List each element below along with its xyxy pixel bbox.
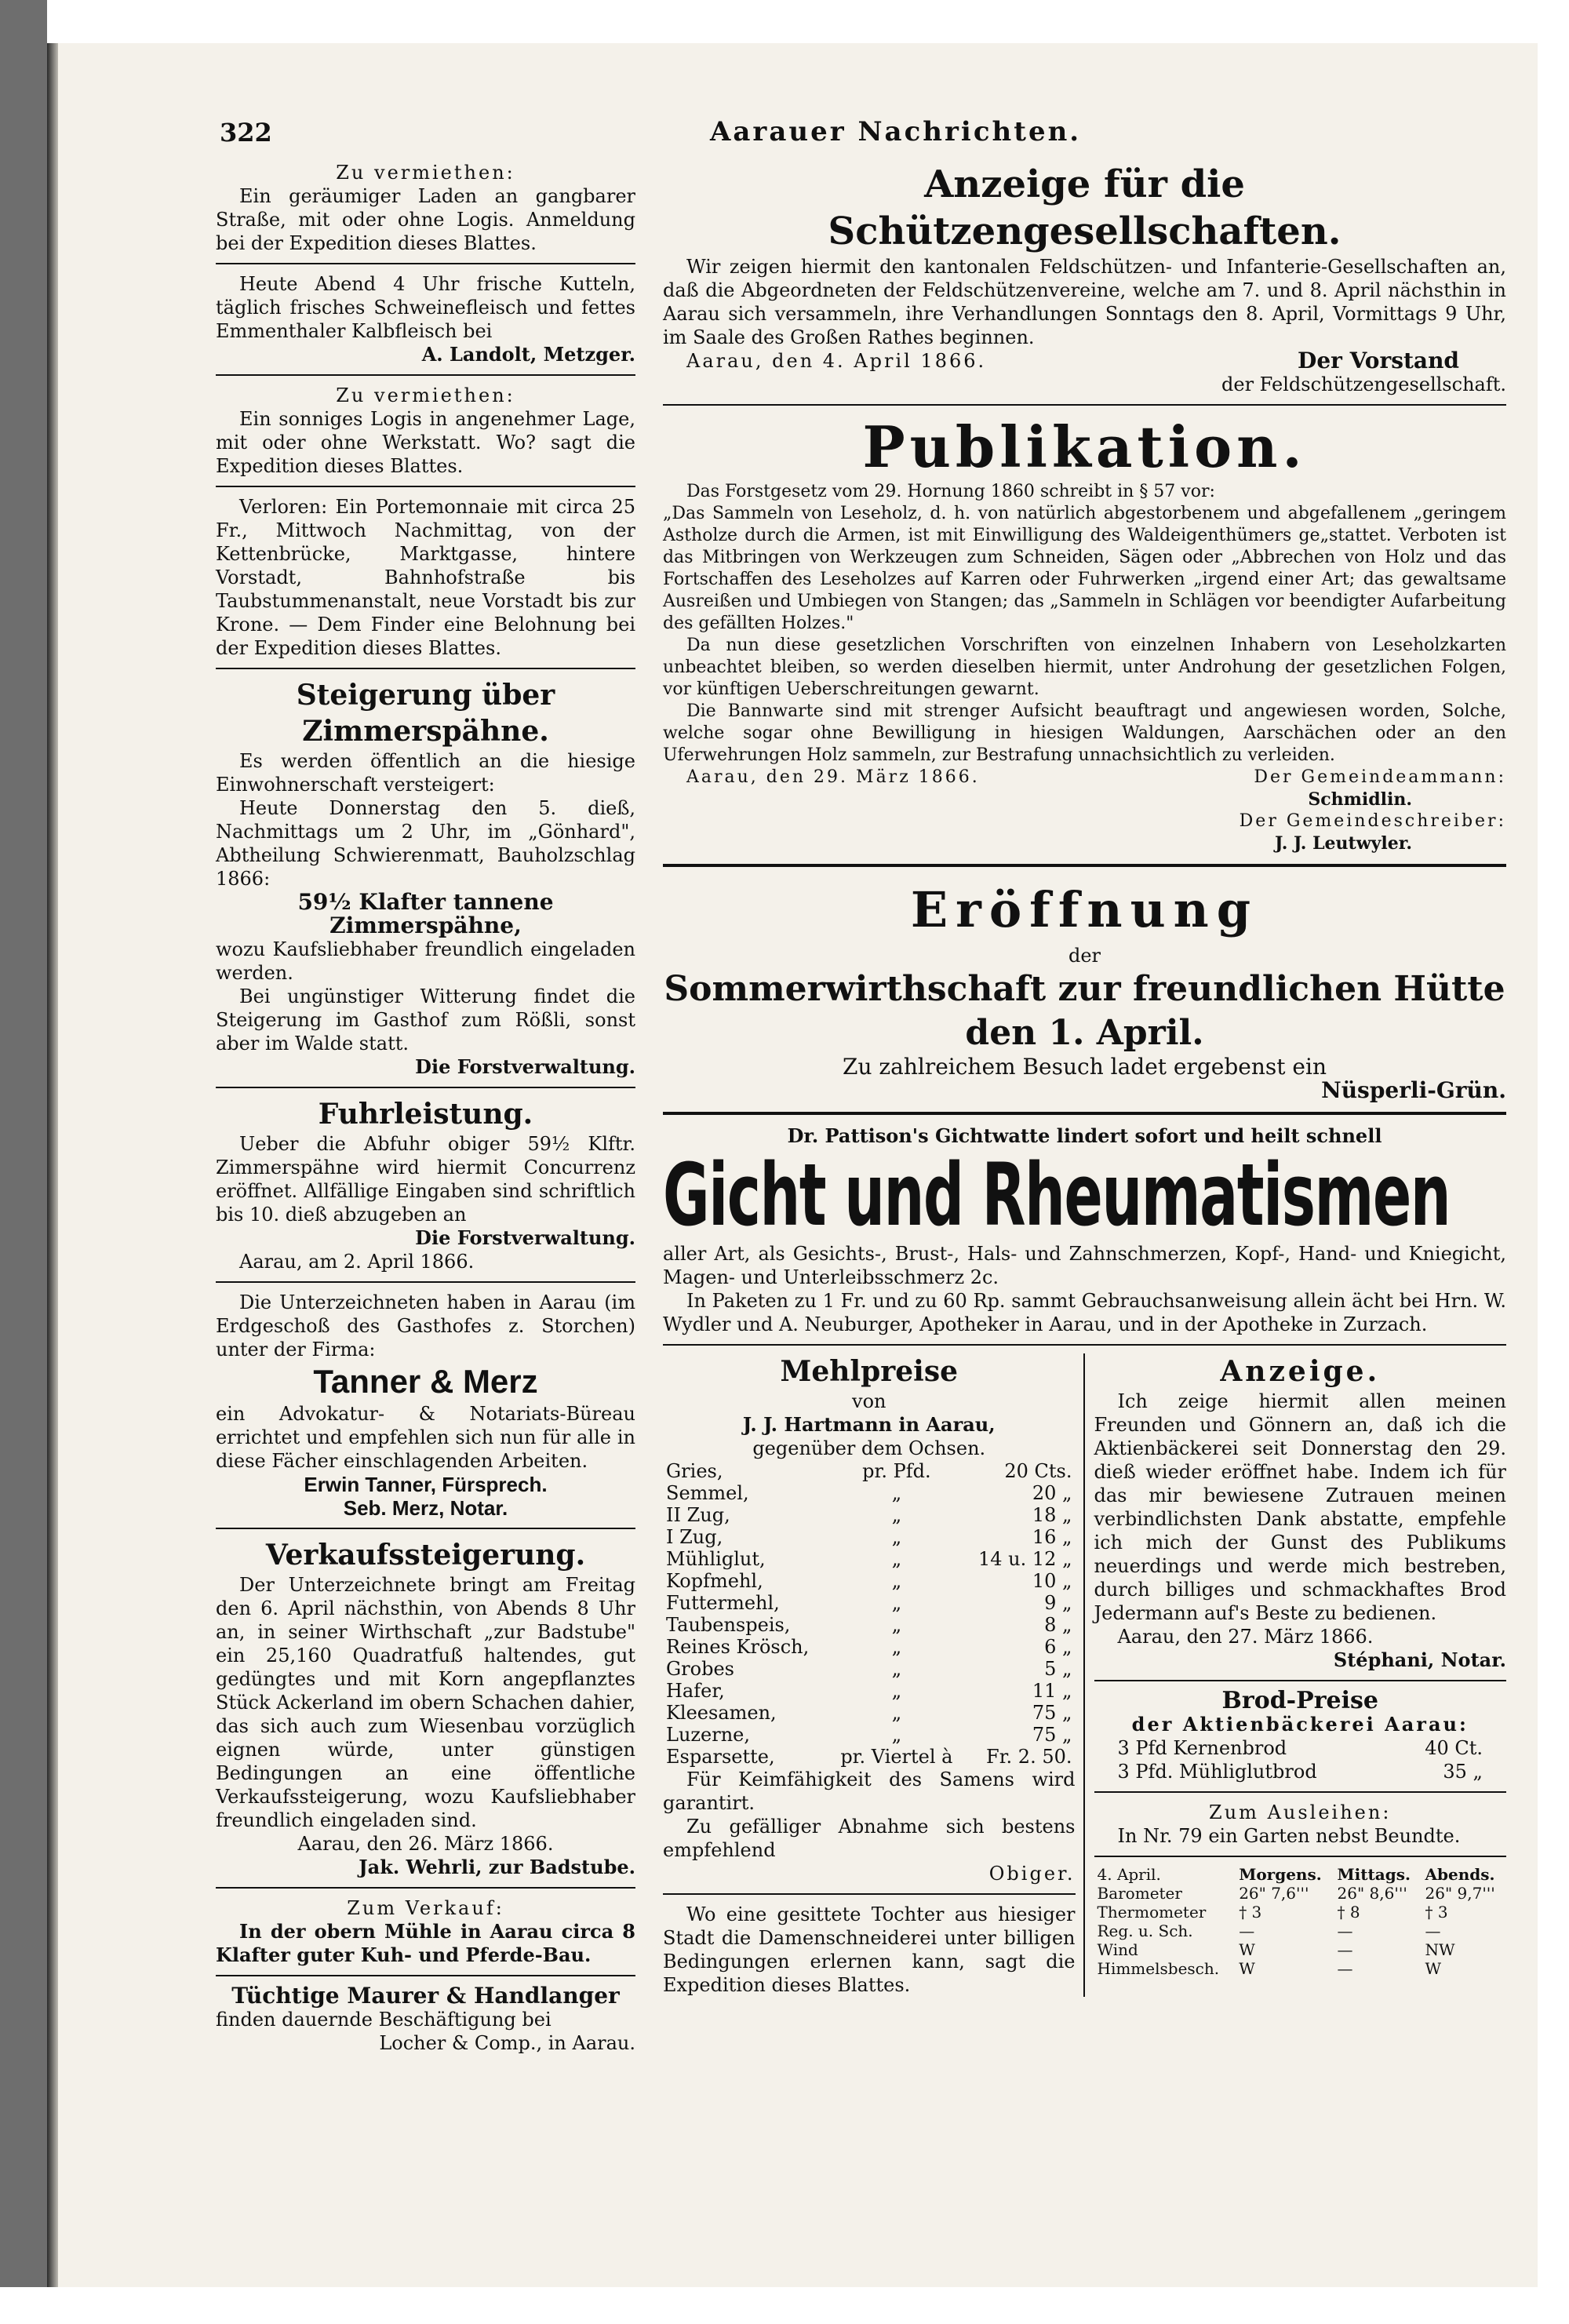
ad-steigerung-text2: Heute Donnerstag den 5. dieß, Nachmittags um 2 Uhr, im „Gönhard", Abtheilung Schwierenmatt, Bauholzschlag 1866: bbox=[216, 797, 635, 890]
divider bbox=[216, 668, 635, 669]
divider bbox=[216, 1887, 635, 1889]
anzeige-schuetzen bbox=[663, 161, 1506, 396]
scan-bottom-edge bbox=[0, 2287, 1569, 2324]
mehlpreise-price: 75 „ bbox=[1032, 1702, 1072, 1724]
mehlpreise-unit: pr. Pfd. bbox=[862, 1460, 931, 1482]
weather-v1: † 3 bbox=[1239, 1903, 1262, 1921]
mehlpreise-price: 10 „ bbox=[1032, 1570, 1072, 1592]
ad-fuhrleistung-head: Fuhrleistung. bbox=[318, 1098, 533, 1131]
mehlpreise-price: 18 „ bbox=[1032, 1504, 1072, 1526]
mehlpreise-unit: „ bbox=[891, 1614, 902, 1636]
weather-v3: 26" 9,7''' bbox=[1425, 1884, 1495, 1903]
mehlpreise-item: Esparsette, bbox=[666, 1746, 775, 1768]
divider bbox=[1094, 1791, 1507, 1793]
ad-logis-text: Ein sonniges Logis in angenehmer Lage, mit oder ohne Werkstatt. Wo? sagt die Expedition dieses Blattes. bbox=[216, 408, 635, 477]
weather-label: Himmelsbesch. bbox=[1097, 1959, 1220, 1978]
ad-fuhrleistung-text: Ueber die Abfuhr obiger 59½ Klftr. Zimmerspähne wird hiermit Concurrenz eröffnet. Allfällige Eingaben sind schriftlich bis 10. dieß abzugeben an bbox=[216, 1133, 635, 1226]
weather-label: Barometer bbox=[1097, 1884, 1182, 1903]
divider bbox=[663, 864, 1506, 867]
ad-steigerung bbox=[216, 677, 635, 1079]
mehlpreise-unit: „ bbox=[891, 1724, 902, 1746]
weather-label: Reg. u. Sch. bbox=[1097, 1921, 1193, 1940]
brodpreise-head: Brod-Preise bbox=[1221, 1687, 1378, 1714]
weather-v1: — bbox=[1239, 1921, 1255, 1940]
gicht-text2: In Paketen zu 1 Fr. und zu 60 Rp. sammt Gebrauchsanweisung allein ächt bei Hrn. W. Wydler und A. Neuburger, Apotheker in Aarau, und in der Apotheke in Zurzach. bbox=[663, 1290, 1506, 1335]
weather-v3: † 3 bbox=[1425, 1903, 1448, 1921]
ad-maurer-text: finden dauernde Beschäftigung bei bbox=[216, 2009, 552, 2031]
weather-col1: Morgens. bbox=[1239, 1865, 1322, 1884]
weather-v2: — bbox=[1337, 1959, 1353, 1978]
ad-logis-head: Zu vermiethen: bbox=[336, 384, 515, 406]
weather-table bbox=[1094, 1865, 1507, 1978]
weather-label: Thermometer bbox=[1097, 1903, 1207, 1921]
publikation-p3: Die Bannwarte sind mit strenger Aufsicht beauftragt und angewiesen worden, Solche, welche sogar ohne Bewilligung in hiesigen Waldungen, Aarschächen oder an den Uferwehrungen Holz sammeln, zur Bestrafung unnachsichtlich zu verleiden. bbox=[663, 701, 1506, 765]
divider bbox=[216, 263, 635, 264]
eroeffnung bbox=[663, 876, 1506, 1102]
mehlpreise-unit: „ bbox=[891, 1570, 902, 1592]
divider bbox=[216, 374, 635, 376]
mehlpreise-row bbox=[663, 1460, 1076, 1482]
divider bbox=[216, 1087, 635, 1088]
eroeffnung-sig: Nüsperli-Grün. bbox=[1321, 1077, 1506, 1103]
mehlpreise-unit: „ bbox=[891, 1680, 902, 1702]
ausleihen-head: Zum Ausleihen: bbox=[1209, 1801, 1392, 1823]
mehlpreise-row bbox=[663, 1592, 1076, 1614]
mehlpreise-unit: pr. Viertel à bbox=[840, 1746, 953, 1768]
divider bbox=[216, 1281, 635, 1283]
ad-tanner-text1: Die Unterzeichneten haben in Aarau (im Erdgeschoß des Gasthofes z. Storchen) unter der Firma: bbox=[216, 1291, 635, 1361]
mehlpreise-price: 20 Cts. bbox=[1004, 1460, 1072, 1482]
ad-tanner-sig1: Erwin Tanner, Fürsprech. bbox=[304, 1473, 548, 1496]
weather-v2: — bbox=[1337, 1921, 1353, 1940]
mehlpreise-table bbox=[663, 1460, 1076, 1768]
mehlpreise-item: Taubenspeis, bbox=[666, 1614, 791, 1636]
mehlpreise-item: Grobes bbox=[666, 1658, 734, 1680]
mehlpreise-price: 16 „ bbox=[1032, 1526, 1072, 1548]
anzeige-schuetzen-text: Wir zeigen hiermit den kantonalen Feldschützen- und Infanterie-Gesellschaften an, daß die Abgeordneten der Feldschützenvereine, welche am 7. und 8. April nächsthin in Aarau sich versammeln, ihre Verhandlungen Sonntags den 8. April, Vormittags 9 Uhr, im Saale des Großen Rathes beginnen. bbox=[663, 256, 1506, 348]
divider bbox=[663, 1893, 1076, 1895]
weather-v2: † 8 bbox=[1337, 1903, 1360, 1921]
publikation-role2: Der Gemeindeschreiber: bbox=[1239, 811, 1506, 831]
weather-v1: W bbox=[1239, 1940, 1255, 1959]
mehlpreise-firm: J. J. Hartmann in Aarau, bbox=[742, 1413, 996, 1436]
ad-verkauf-head: Verkaufssteigerung. bbox=[265, 1539, 586, 1572]
ad-logis bbox=[216, 384, 635, 478]
mehlpreise-row bbox=[663, 1482, 1076, 1504]
mehlpreise-row bbox=[663, 1526, 1076, 1548]
ad-laden-text: Ein geräumiger Laden an gangbarer Straße, mit oder ohne Logis. Anmeldung bei der Expedition dieses Blattes. bbox=[216, 185, 635, 254]
ad-kutteln-text: Heute Abend 4 Uhr frische Kutteln, täglich frisches Schweinefleisch und fettes Emmenthaler Kalbfleisch bei bbox=[216, 273, 635, 342]
divider bbox=[216, 1528, 635, 1529]
publikation-head: Publikation. bbox=[862, 413, 1307, 480]
eroeffnung-der: der bbox=[1068, 945, 1101, 967]
ad-maurer-head: Tüchtige Maurer & Handlanger bbox=[231, 1983, 620, 2009]
divider bbox=[663, 404, 1506, 406]
mehlpreise-row bbox=[663, 1680, 1076, 1702]
ad-tanner-text2: ein Advokatur- & Notariats-Büreau errichtet und empfehlen sich nun für alle in diese Fächer einschlagenden Arbeiten. bbox=[216, 1403, 635, 1472]
anzeige-baeckerei-head: Anzeige. bbox=[1220, 1355, 1381, 1388]
weather-row bbox=[1094, 1959, 1507, 1978]
ad-steigerung-text3: wozu Kaufsliebhaber freundlich eingeladen werden. bbox=[216, 938, 635, 984]
mehlpreise-unit: „ bbox=[891, 1658, 902, 1680]
ad-laden bbox=[216, 161, 635, 255]
publikation bbox=[663, 413, 1506, 854]
mehlpreise-row bbox=[663, 1724, 1076, 1746]
weather-v1: 26" 7,6''' bbox=[1239, 1884, 1309, 1903]
gicht-text: aller Art, als Gesichts-, Brust-, Hals- und Zahnschmerzen, Kopf-, Hand- und Kniegicht, Magen- und Unterleibsschmerz 2c. bbox=[663, 1243, 1506, 1288]
mehlpreise-item: Futtermehl, bbox=[666, 1592, 780, 1614]
anzeige-baeckerei-col bbox=[1083, 1353, 1507, 1997]
mehlpreise-unit: „ bbox=[891, 1636, 902, 1658]
anzeige-baeckerei-date: Aarau, den 27. März 1866. bbox=[1117, 1626, 1374, 1648]
publikation-sig1: Schmidlin. bbox=[1308, 789, 1412, 810]
mehlpreise-row bbox=[663, 1702, 1076, 1724]
gicht-ad bbox=[663, 1124, 1506, 1336]
weather-v2: — bbox=[1337, 1940, 1353, 1959]
mehlpreise-price: 20 „ bbox=[1032, 1482, 1072, 1504]
mehlpreise-text: Für Keimfähigkeit des Samens wird garantirt. bbox=[663, 1768, 1076, 1814]
publikation-date: Aarau, den 29. März 1866. bbox=[686, 767, 980, 787]
gicht-head: Gicht und Rheumatismen bbox=[663, 1145, 1451, 1245]
weather-v2: 26" 8,6''' bbox=[1337, 1884, 1407, 1903]
weather-col3: Abends. bbox=[1425, 1865, 1495, 1884]
weather-v1: W bbox=[1239, 1959, 1255, 1978]
ad-steigerung-head: Steigerung über Zimmerspähne. bbox=[296, 679, 555, 748]
mehlpreise-unit: „ bbox=[891, 1526, 902, 1548]
weather-v3: — bbox=[1425, 1921, 1441, 1940]
mehlpreise-price: 14 u. 12 „ bbox=[978, 1548, 1072, 1570]
mehlpreise-price: 11 „ bbox=[1032, 1680, 1072, 1702]
mehlpreise-item: Kleesamen, bbox=[666, 1702, 777, 1724]
weather-row bbox=[1094, 1903, 1507, 1921]
mehlpreise-row bbox=[663, 1570, 1076, 1592]
ad-tanner-merz bbox=[216, 1291, 635, 1520]
publikation-sig2: J. J. Leutwyler. bbox=[1275, 833, 1412, 854]
mehlpreise bbox=[663, 1353, 1076, 1997]
ad-steigerung-amount: 59½ Klafter tannene Zimmerspähne, bbox=[297, 889, 554, 938]
scan-margin bbox=[0, 0, 47, 2324]
ad-verkaufssteigerung bbox=[216, 1537, 635, 1879]
mehlpreise-unit: „ bbox=[891, 1504, 902, 1526]
mehlpreise-price: 6 „ bbox=[1044, 1636, 1072, 1658]
ad-verkauf-sig: Jak. Wehrli, zur Badstube. bbox=[359, 1856, 635, 1878]
ad-verkauf-text: Der Unterzeichnete bringt am Freitag den 6. April nächsthin, von Abends 8 Uhr an, in seiner Wirthschaft „zur Badstube" ein 25,160 Quadratfuß haltendes, gut gedüngtes und mit Korn angepflanztes Stück Ackerland im obern Schachen dahier, das sich auch zum Wiesenbau vorzüglich eignen würde, unter günstigen Bedingungen an eine öffentliche Verkaufssteigerung, wozu Kaufsliebhaber freundlich eingeladen sind. bbox=[216, 1574, 635, 1831]
running-title: Aarauer Nachrichten. bbox=[710, 116, 1082, 148]
ad-steigerung-text4: Bei ungünstiger Witterung findet die Steigerung im Gasthof zum Rößli, sonst aber im Walde statt. bbox=[216, 985, 635, 1055]
weather-col2: Mittags. bbox=[1337, 1865, 1411, 1884]
ad-fuhrleistung bbox=[216, 1096, 635, 1273]
divider bbox=[1094, 1680, 1507, 1681]
mehlpreise-sig: Obiger. bbox=[988, 1863, 1076, 1885]
ad-verloren bbox=[216, 495, 635, 660]
eroeffnung-head: Eröffnung bbox=[910, 881, 1259, 938]
mehlpreise-row bbox=[663, 1746, 1076, 1768]
ad-steigerung-sig: Die Forstverwaltung. bbox=[415, 1055, 635, 1078]
eroeffnung-text: Zu zahlreichem Besuch ladet ergebenst ein bbox=[843, 1054, 1327, 1080]
mehlpreise-unit: „ bbox=[891, 1482, 902, 1504]
mehlpreise-head: Mehlpreise bbox=[780, 1355, 958, 1388]
mehlpreise-item: II Zug, bbox=[666, 1504, 730, 1526]
publikation-intro: Das Forstgesetz vom 29. Hornung 1860 schreibt in § 57 vor: bbox=[686, 482, 1215, 501]
publikation-quote: „Das Sammeln von Leseholz, d. h. von natürlich abgestorbenem und abgefallenem „geringem Astholze durch die Armen, ist mit Einwilligung des Waldeigenthümers ge„stattet. Verboten ist das Mitbringen von Werkzeugen zum Schneiden, Sägen oder „Abbrechen von Holz und das Fortschaffen des Leseholzes auf Karren oder Fuhrwerken „irgend einer Art; das gewaltsame Ausreißen und Umbiegen von Stangen; das „Sammeln in Schlägen vor beendigter Aufarbeitung des gefällten Holzes." bbox=[663, 504, 1506, 633]
weather-v3: NW bbox=[1425, 1940, 1455, 1959]
ad-laden-head: Zu vermiethen: bbox=[336, 162, 515, 184]
eroeffnung-title: Sommerwirthschaft zur freundlichen Hütte bbox=[664, 969, 1505, 1009]
weather-label: Wind bbox=[1097, 1940, 1138, 1959]
brodpreise-sub: der Aktienbäckerei Aarau: bbox=[1131, 1713, 1469, 1736]
anzeige-schuetzen-sig2: der Feldschützengesellschaft. bbox=[1221, 373, 1506, 395]
ad-zumverkauf-head: Zum Verkauf: bbox=[347, 1897, 504, 1919]
brodpreise-row1-item: 3 Pfd Kernenbrod bbox=[1117, 1737, 1287, 1759]
publikation-p2: Da nun diese gesetzlichen Vorschriften von einzelnen Inhabern von Leseholzkarten unbeachtet bleiben, so werden dieselben hiermit, unter Androhung der gesetzlichen Folgen, vor künftigen Ueberschreitungen gewarnt. bbox=[663, 636, 1506, 699]
ad-kutteln-sig: A. Landolt, Metzger. bbox=[421, 343, 635, 366]
mehlpreise-item: Mühliglut, bbox=[666, 1548, 766, 1570]
ad-kutteln bbox=[216, 272, 635, 366]
mehlpreise-item: Reines Krösch, bbox=[666, 1636, 810, 1658]
ad-zum-verkauf bbox=[216, 1896, 635, 1967]
mehlpreise-item: I Zug, bbox=[666, 1526, 723, 1548]
divider bbox=[216, 486, 635, 487]
brodpreise-row2-price: 35 „ bbox=[1443, 1761, 1483, 1783]
mehlpreise-row bbox=[663, 1636, 1076, 1658]
ad-maurer-sig: Locher & Comp., in Aarau. bbox=[379, 2032, 635, 2054]
mehlpreise-item: Hafer, bbox=[666, 1680, 725, 1702]
bottom-split bbox=[663, 1353, 1506, 1997]
anzeige-baeckerei-sig: Stéphani, Notar. bbox=[1333, 1648, 1506, 1671]
divider bbox=[1094, 1856, 1507, 1857]
mehlpreise-row bbox=[663, 1548, 1076, 1570]
mehlpreise-von: von bbox=[852, 1390, 886, 1412]
mehlpreise-price: 5 „ bbox=[1044, 1658, 1072, 1680]
mehlpreise-item: Kopfmehl, bbox=[666, 1570, 763, 1592]
divider bbox=[216, 1975, 635, 1976]
anzeige-baeckerei-text: Ich zeige hiermit allen meinen Freunden und Gönnern an, daß ich die Aktienbäckerei seit Donnerstag den 29. dieß wieder eröffnet habe. Indem ich für das mir bewiesene Zutrauen meinen verbindlichsten Dank abstatte, empfehle ich mich der Gunst des Publikums neuerdings und werde mich bestreben, durch billiges und schmackhaftes Brod Jedermann auf's Beste zu bedienen. bbox=[1094, 1390, 1506, 1624]
page-number: 322 bbox=[220, 118, 272, 148]
tochter-text: Wo eine gesittete Tochter aus hiesiger Stadt die Damenschneiderei unter billigen Bedingungen erlernen kann, sagt die Expedition dieses Blattes. bbox=[663, 1903, 1076, 1996]
eroeffnung-date: den 1. April. bbox=[965, 1013, 1204, 1053]
weather-v3: W bbox=[1425, 1959, 1442, 1978]
ad-fuhrleistung-date: Aarau, am 2. April 1866. bbox=[239, 1251, 475, 1273]
mehlpreise-row bbox=[663, 1658, 1076, 1680]
left-column bbox=[216, 161, 635, 2060]
main-column bbox=[663, 161, 1506, 1997]
mehlpreise-item: Luzerne, bbox=[666, 1724, 751, 1746]
mehlpreise-unit: „ bbox=[891, 1702, 902, 1724]
ad-steigerung-text1: Es werden öffentlich an die hiesige Einwohnerschaft versteigert: bbox=[216, 750, 635, 796]
ad-maurer bbox=[216, 1984, 635, 2055]
ausleihen-text: In Nr. 79 ein Garten nebst Beundte. bbox=[1117, 1825, 1461, 1847]
mehlpreise-text2: Zu gefälliger Abnahme sich bestens empfehlend bbox=[663, 1816, 1076, 1861]
weather-row bbox=[1094, 1921, 1507, 1940]
mehlpreise-item: Gries, bbox=[666, 1460, 723, 1482]
weather-row bbox=[1094, 1884, 1507, 1903]
mehlpreise-price: 8 „ bbox=[1044, 1614, 1072, 1636]
divider bbox=[663, 1112, 1506, 1115]
ad-zumverkauf-text: In der obern Mühle in Aarau circa 8 Klafter guter Kuh- und Pferde-Bau. bbox=[216, 1920, 635, 1966]
weather-row bbox=[1094, 1940, 1507, 1959]
mehlpreise-price: 75 „ bbox=[1032, 1724, 1072, 1746]
anzeige-schuetzen-date: Aarau, den 4. April 1866. bbox=[686, 350, 987, 372]
mehlpreise-unit: „ bbox=[891, 1592, 902, 1614]
mehlpreise-item: Semmel, bbox=[666, 1482, 749, 1504]
publikation-role1: Der Gemeindeammann: bbox=[1254, 767, 1506, 787]
anzeige-schuetzen-head: Anzeige für die Schützengesellschaften. bbox=[828, 162, 1341, 253]
mehlpreise-row bbox=[663, 1504, 1076, 1526]
ad-verkauf-date: Aarau, den 26. März 1866. bbox=[297, 1833, 554, 1855]
page-fold-shadow bbox=[47, 43, 58, 2287]
mehlpreise-loc: gegenüber dem Ochsen. bbox=[752, 1437, 986, 1459]
weather-date: 4. April. bbox=[1097, 1865, 1161, 1884]
brodpreise-row1-price: 40 Ct. bbox=[1425, 1737, 1483, 1759]
ad-verloren-text: Verloren: Ein Portemonnaie mit circa 25 Fr., Mittwoch Nachmittag, von der Kettenbrücke, Marktgasse, hintere Vorstadt, Bahnhofstraße bis Taubstummenanstalt, neue Vorstadt bis zur Krone. — Dem Finder eine Belohnung bei der Expedition dieses Blattes. bbox=[216, 496, 635, 659]
gicht-line1: Dr. Pattison's Gichtwatte lindert sofort und heilt schnell bbox=[787, 1124, 1382, 1147]
mehlpreise-price: 9 „ bbox=[1044, 1592, 1072, 1614]
ad-tanner-sig2: Seb. Merz, Notar. bbox=[343, 1496, 508, 1520]
anzeige-schuetzen-sig1: Der Vorstand bbox=[1298, 348, 1459, 373]
divider bbox=[663, 1344, 1506, 1346]
mehlpreise-unit: „ bbox=[891, 1548, 902, 1570]
mehlpreise-row bbox=[663, 1614, 1076, 1636]
brodpreise-row2-item: 3 Pfd. Mühliglutbrod bbox=[1117, 1761, 1317, 1783]
ad-tanner-firm: Tanner & Merz bbox=[313, 1363, 538, 1400]
ad-fuhrleistung-sig: Die Forstverwaltung. bbox=[415, 1226, 635, 1249]
mehlpreise-price: Fr. 2. 50. bbox=[986, 1746, 1072, 1768]
